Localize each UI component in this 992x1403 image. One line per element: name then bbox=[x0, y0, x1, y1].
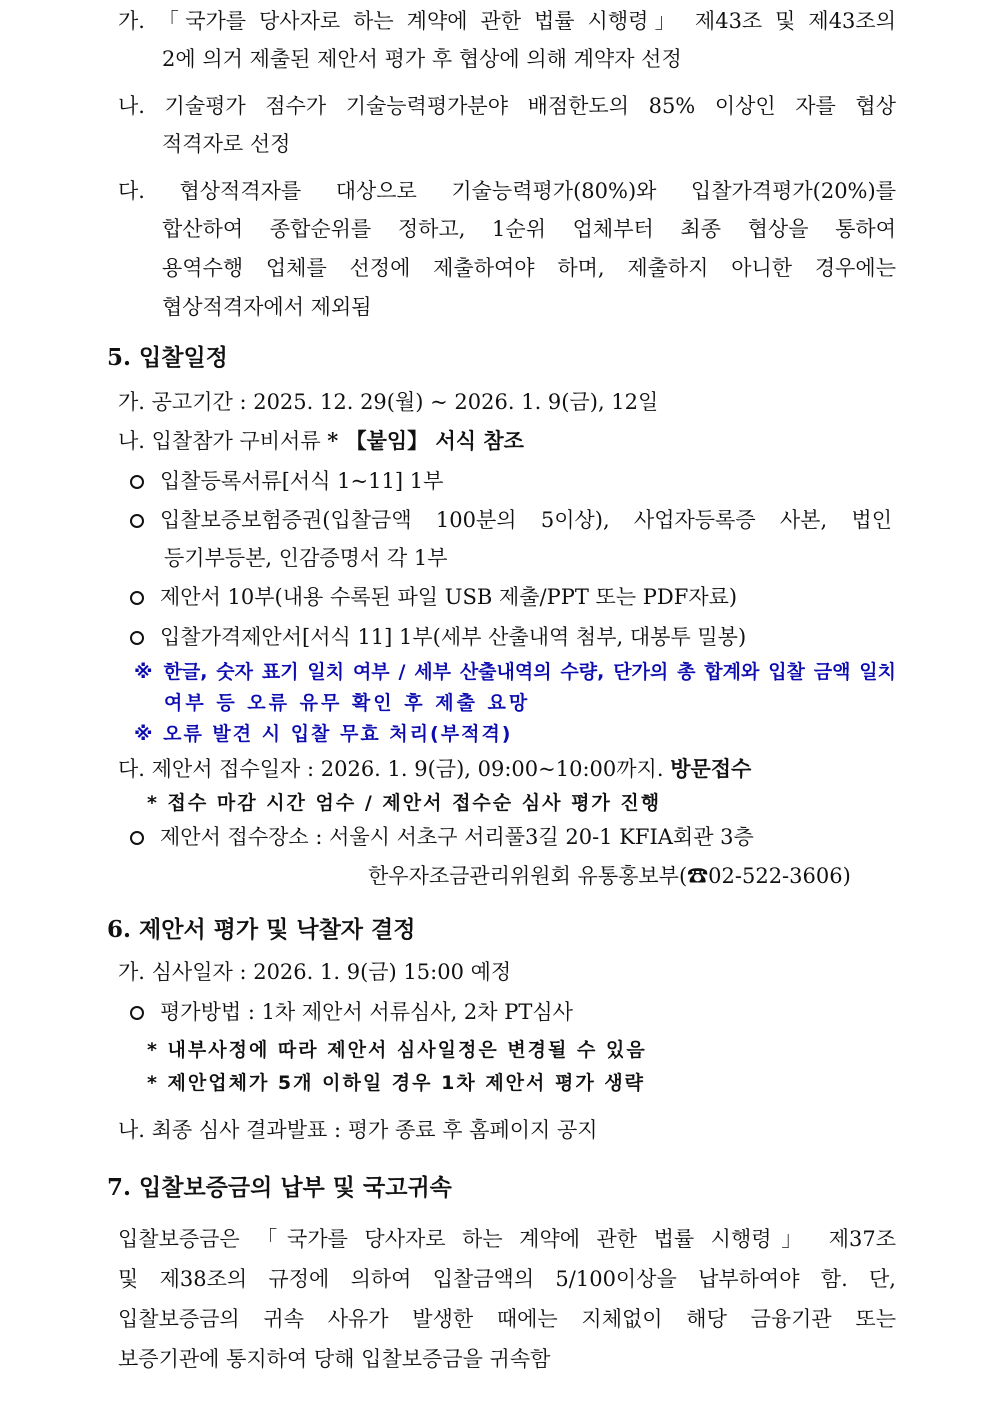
sec5-item-3 bbox=[130, 584, 737, 610]
sec5-warning-1: ※ 한글, 숫자 표기 일치 여부 / 세부 산출내역의 수량, 단가의 총 합계와 입찰 금액 일치 bbox=[134, 661, 896, 683]
sec4-na-line1: 나. 기술평가 점수가 기술능력평가분야 배점한도의 85% 이상인 자를 협상 bbox=[118, 94, 896, 118]
circle-bullet-icon bbox=[130, 1006, 144, 1020]
sec4-ga-line1: 가. 「국가를 당사자로 하는 계약에 관한 법률 시행령」 제43조 및 제43조의 bbox=[118, 9, 896, 33]
sec5-place-text: 제안서 접수장소 : 서울시 서초구 서리풀3길 20-1 KFIA회관 3층 bbox=[160, 825, 754, 849]
sec5-da-bold: 방문접수 bbox=[670, 756, 752, 781]
sec5-warning-1-cont: 여부 등 오류 유무 확인 후 제출 요망 bbox=[164, 692, 531, 714]
section-5-heading: 5. 입찰일정 bbox=[107, 344, 228, 371]
circle-bullet-icon bbox=[130, 631, 144, 645]
sec5-item-1 bbox=[130, 468, 443, 494]
sec5-ga: 가. 공고기간 : 2025. 12. 29(월) ~ 2026. 1. 9(금), 12일 bbox=[118, 390, 659, 414]
circle-bullet-icon bbox=[130, 831, 144, 845]
sec5-place-org: 한우자조금관리위원회 유통홍보부(☎02-522-3606) bbox=[368, 864, 851, 888]
sec6-ga: 가. 심사일자 : 2026. 1. 9(금) 15:00 예정 bbox=[118, 960, 512, 984]
circle-bullet-icon bbox=[130, 514, 144, 528]
circle-bullet-icon bbox=[130, 475, 144, 489]
sec7-line-1: 입찰보증금은 「국가를 당사자로 하는 계약에 관한 법률 시행령」 제37조 bbox=[118, 1227, 896, 1251]
sec4-da-line1: 다. 협상적격자를 대상으로 기술능력평가(80%)와 입찰가격평가(20%)를 bbox=[118, 179, 896, 203]
section-6-heading: 6. 제안서 평가 및 낙찰자 결정 bbox=[107, 916, 416, 943]
sec6-method bbox=[130, 999, 573, 1025]
sec6-method-text: 평가방법 : 1차 제안서 서류심사, 2차 PT심사 bbox=[160, 1000, 573, 1024]
sec5-item-4-text: 입찰가격제안서[서식 11] 1부(세부 산출내역 첨부, 대봉투 밀봉) bbox=[160, 625, 747, 649]
sec4-da-line3: 용역수행 업체를 선정에 제출하여야 하며, 제출하지 아니한 경우에는 bbox=[162, 256, 896, 280]
sec4-na-line2: 적격자로 선정 bbox=[162, 132, 291, 156]
circle-bullet-icon bbox=[130, 591, 144, 605]
sec7-line-3: 입찰보증금의 귀속 사유가 발생한 때에는 지체없이 해당 금융기관 또는 bbox=[118, 1307, 896, 1331]
sec5-da-text: 다. 제안서 접수일자 : 2026. 1. 9(금), 09:00~10:00까지. bbox=[118, 757, 671, 781]
sec5-da-note: * 접수 마감 시간 엄수 / 제안서 접수순 심사 평가 진행 bbox=[147, 792, 662, 814]
sec5-item-2-text: 입찰보증보험증권(입찰금액 100분의 5이상), 사업자등록증 사본, 법인 bbox=[160, 508, 892, 532]
sec5-item-2 bbox=[130, 507, 896, 533]
sec5-da bbox=[118, 756, 751, 782]
sec5-na-text: 나. 입찰참가 구비서류 bbox=[118, 429, 328, 453]
sec6-note-1: * 내부사정에 따라 제안서 심사일정은 변경될 수 있음 bbox=[147, 1039, 647, 1061]
sec6-na: 나. 최종 심사 결과발표 : 평가 종료 후 홈페이지 공지 bbox=[118, 1118, 598, 1142]
sec7-line-2: 및 제38조의 규정에 의하여 입찰금액의 5/100이상을 납부하여야 함. 단, bbox=[118, 1267, 896, 1291]
sec5-place bbox=[130, 824, 754, 850]
sec4-da-line4: 협상적격자에서 제외됨 bbox=[162, 295, 372, 319]
sec5-na bbox=[118, 428, 524, 454]
sec5-item-3-text: 제안서 10부(내용 수록된 파일 USB 제출/PPT 또는 PDF자료) bbox=[160, 585, 738, 609]
sec6-note-2: * 제안업체가 5개 이하일 경우 1차 제안서 평가 생략 bbox=[147, 1072, 646, 1094]
sec5-item-1-text: 입찰등록서류[서식 1~11] 1부 bbox=[160, 469, 444, 493]
sec5-na-bold: * 【붙임】 서식 참조 bbox=[327, 428, 524, 453]
sec4-da-line2: 합산하여 종합순위를 정하고, 1순위 업체부터 최종 협상을 통하여 bbox=[162, 217, 896, 241]
sec7-line-4: 보증기관에 통지하여 당해 입찰보증금을 귀속함 bbox=[118, 1347, 551, 1371]
sec5-item-2-cont: 등기부등본, 인감증명서 각 1부 bbox=[164, 546, 448, 570]
section-7-heading: 7. 입찰보증금의 납부 및 국고귀속 bbox=[107, 1174, 452, 1201]
sec5-item-4 bbox=[130, 624, 746, 650]
sec5-warning-2: ※ 오류 발견 시 입찰 무효 처리(부적격) bbox=[134, 723, 513, 745]
sec4-ga-line2: 2에 의거 제출된 제안서 평가 후 협상에 의해 계약자 선정 bbox=[162, 47, 682, 71]
